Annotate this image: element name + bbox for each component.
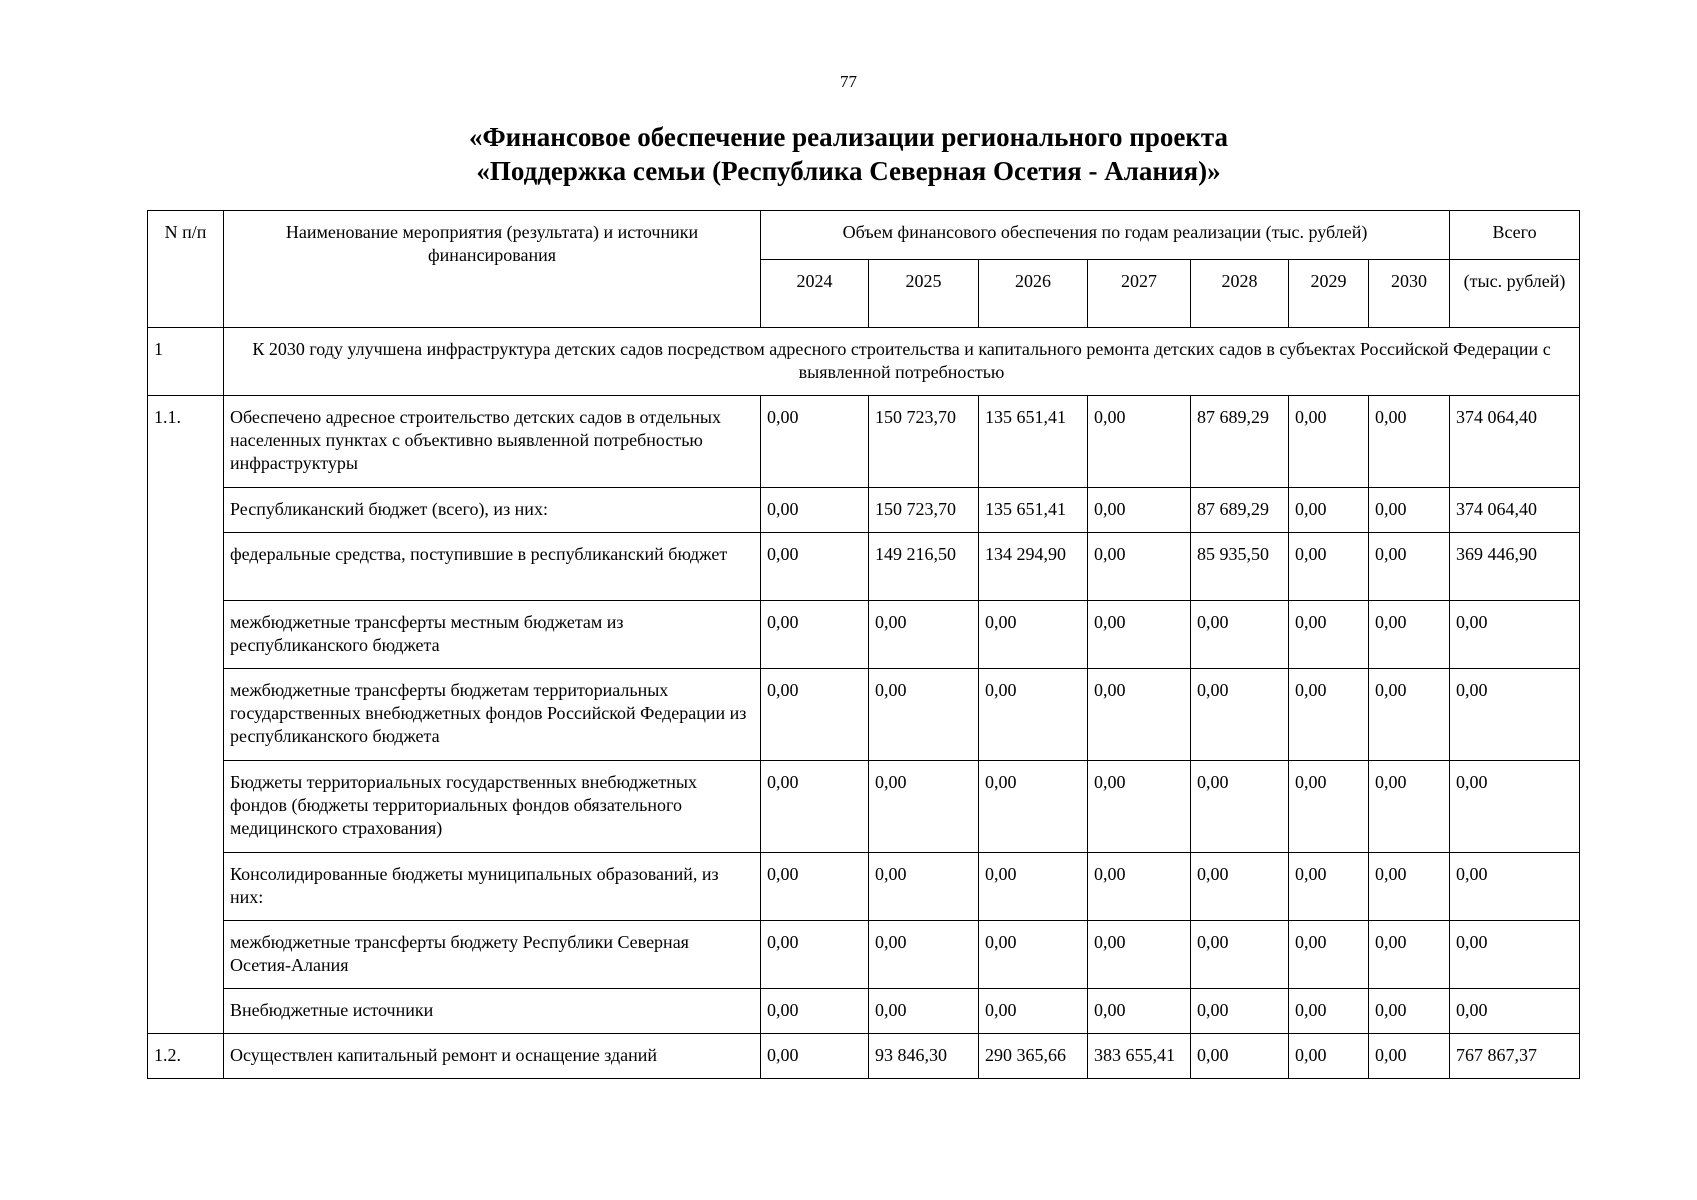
row-value: 383 655,41 [1088,1034,1191,1079]
row-value: 87 689,29 [1191,488,1289,533]
header-total: Всего [1450,211,1580,260]
row-value: 0,00 [1369,601,1450,669]
row-value: 87 689,29 [1191,396,1289,488]
row-value: 0,00 [979,989,1088,1034]
row-value: 0,00 [1289,921,1369,989]
row-total: 0,00 [1450,853,1580,921]
row-value: 0,00 [1289,669,1369,761]
row-value: 0,00 [1289,601,1369,669]
row-value: 0,00 [869,601,979,669]
table-row [148,669,1580,761]
row-num: 1.2. [148,1034,224,1079]
table-header [148,211,1580,396]
table-row [148,601,1580,669]
row-value: 0,00 [1289,761,1369,853]
row-value: 0,00 [1289,1034,1369,1079]
header-num: N п/п [148,211,224,328]
row-value: 0,00 [1088,669,1191,761]
row-value: 0,00 [1369,488,1450,533]
row-total: 0,00 [1450,669,1580,761]
table-row [148,989,1580,1034]
row-value: 0,00 [1088,989,1191,1034]
row-value: 0,00 [761,533,869,601]
row-value: 0,00 [1289,488,1369,533]
row-value: 0,00 [1289,396,1369,488]
row-value: 0,00 [1369,533,1450,601]
header-year: 2027 [1088,260,1191,328]
row-total: 374 064,40 [1450,488,1580,533]
row-value: 0,00 [1369,1034,1450,1079]
section-num: 1 [148,328,224,396]
row-value: 0,00 [979,853,1088,921]
row-num: 1.1. [148,396,224,1034]
row-value: 0,00 [761,396,869,488]
table-row [148,533,1580,601]
row-value: 0,00 [761,488,869,533]
header-year: 2028 [1191,260,1289,328]
row-value: 0,00 [1191,853,1289,921]
header-year: 2030 [1369,260,1450,328]
section-text: К 2030 году улучшена инфраструктура детских садов посредством адресного строительства и капитального ремонта детских садов в субъектах Российской Федерации с выявленной потребностью [224,328,1580,396]
table-row [148,853,1580,921]
row-value: 0,00 [761,669,869,761]
financing-table [147,210,1580,1079]
row-name: Бюджеты территориальных государственных внебюджетных фондов (бюджеты территориальных фондов обязательного медицинского страхования) [224,761,761,853]
row-value: 0,00 [761,761,869,853]
row-value: 0,00 [869,921,979,989]
row-value: 150 723,70 [869,396,979,488]
row-value: 0,00 [979,921,1088,989]
table-row [148,396,1580,488]
row-name: Обеспечено адресное строительство детских садов в отдельных населенных пунктах с объективно выявленной потребностью инфраструктуры [224,396,761,488]
table-row [148,488,1580,533]
row-value: 0,00 [1369,921,1450,989]
header-total-unit: (тыс. рублей) [1450,260,1580,328]
row-value: 0,00 [1289,533,1369,601]
row-value: 0,00 [979,761,1088,853]
row-value: 0,00 [761,853,869,921]
table-row [148,1034,1580,1079]
header-year: 2024 [761,260,869,328]
document-title [0,120,1697,188]
row-value: 0,00 [761,601,869,669]
row-value: 135 651,41 [979,488,1088,533]
header-year: 2025 [869,260,979,328]
row-value: 0,00 [1191,761,1289,853]
row-value: 0,00 [761,989,869,1034]
row-value: 135 651,41 [979,396,1088,488]
row-value: 0,00 [1369,396,1450,488]
page-number: 77 [840,72,857,91]
row-total: 0,00 [1450,989,1580,1034]
row-name: межбюджетные трансферты бюджетам территориальных государственных внебюджетных фондов Российской Федерации из республиканского бюджета [224,669,761,761]
row-name: Осуществлен капитальный ремонт и оснащение зданий [224,1034,761,1079]
row-value: 85 935,50 [1191,533,1289,601]
row-value: 150 723,70 [869,488,979,533]
header-name: Наименование мероприятия (результата) и источники финансирования [224,211,761,328]
row-value: 0,00 [1191,601,1289,669]
header-year: 2026 [979,260,1088,328]
row-value: 290 365,66 [979,1034,1088,1079]
row-name: Консолидированные бюджеты муниципальных образований, из них: [224,853,761,921]
row-value: 0,00 [761,1034,869,1079]
row-value: 0,00 [1088,921,1191,989]
row-value: 0,00 [1088,601,1191,669]
table-row [148,921,1580,989]
row-value: 0,00 [979,601,1088,669]
row-name: межбюджетные трансферты бюджету Республики Северная Осетия-Алания [224,921,761,989]
row-total: 0,00 [1450,921,1580,989]
row-value: 0,00 [761,921,869,989]
row-value: 0,00 [869,989,979,1034]
row-value: 0,00 [869,669,979,761]
row-name: межбюджетные трансферты местным бюджетам из республиканского бюджета [224,601,761,669]
row-name: федеральные средства, поступившие в республиканский бюджет [224,533,761,601]
header-volume: Объем финансового обеспечения по годам реализации (тыс. рублей) [761,211,1450,260]
table-body [148,396,1580,1079]
row-value: 0,00 [1369,989,1450,1034]
row-total: 767 867,37 [1450,1034,1580,1079]
row-value: 0,00 [1088,853,1191,921]
row-value: 0,00 [1191,989,1289,1034]
row-value: 0,00 [1088,533,1191,601]
row-value: 0,00 [869,853,979,921]
row-name: Республиканский бюджет (всего), из них: [224,488,761,533]
row-value: 0,00 [1088,488,1191,533]
section-row [148,328,1580,396]
row-value: 0,00 [1369,669,1450,761]
title-line-1: «Финансовое обеспечение реализации регионального проекта [468,122,1229,152]
row-value: 0,00 [1289,853,1369,921]
row-total: 0,00 [1450,601,1580,669]
row-value: 149 216,50 [869,533,979,601]
title-line-2: «Поддержка семьи (Республика Северная Осетия - Алания)» [476,156,1221,186]
row-value: 0,00 [1088,761,1191,853]
row-value: 0,00 [1191,1034,1289,1079]
row-total: 0,00 [1450,761,1580,853]
row-total: 374 064,40 [1450,396,1580,488]
row-value: 0,00 [979,669,1088,761]
row-value: 93 846,30 [869,1034,979,1079]
row-value: 0,00 [1369,853,1450,921]
table-row [148,761,1580,853]
row-value: 0,00 [1088,396,1191,488]
header-year: 2029 [1289,260,1369,328]
row-value: 0,00 [1369,761,1450,853]
row-value: 134 294,90 [979,533,1088,601]
row-name: Внебюджетные источники [224,989,761,1034]
row-value: 0,00 [1289,989,1369,1034]
row-total: 369 446,90 [1450,533,1580,601]
row-value: 0,00 [1191,921,1289,989]
row-value: 0,00 [1191,669,1289,761]
row-value: 0,00 [869,761,979,853]
